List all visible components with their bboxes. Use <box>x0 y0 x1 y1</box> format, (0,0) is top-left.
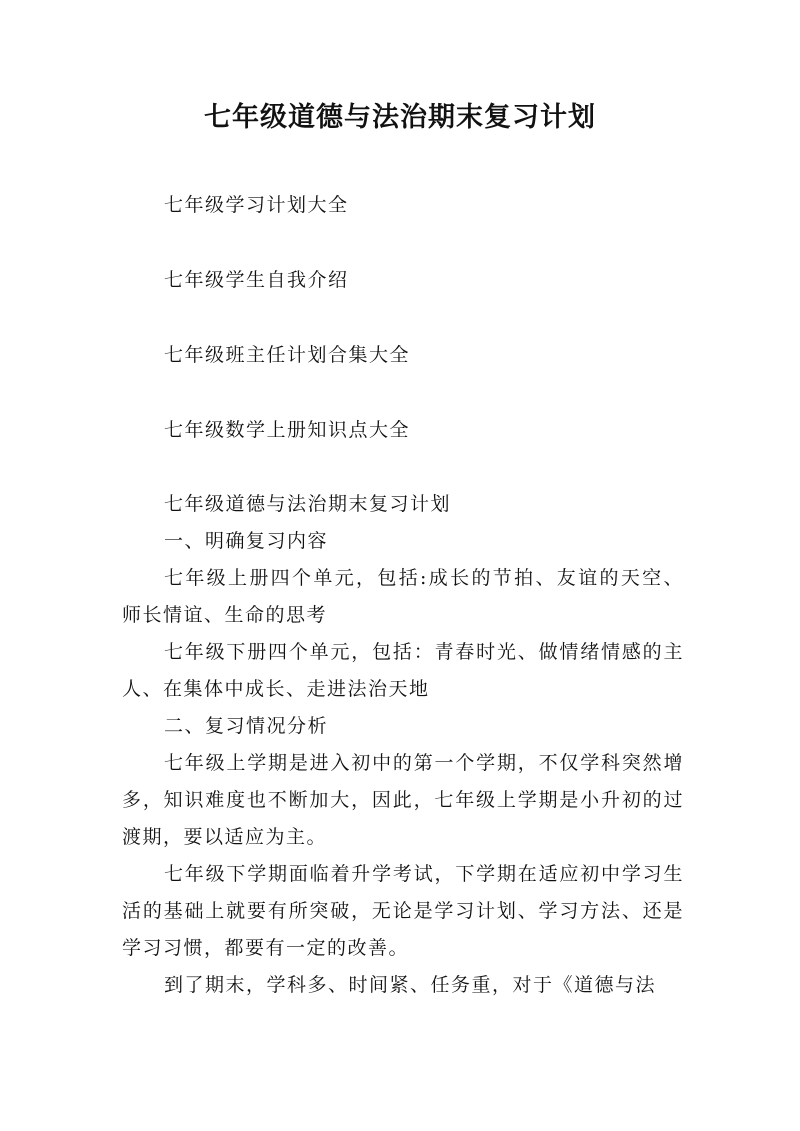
body-paragraph: 到了期末，学科多、时间紧、任务重，对于《道德与法 <box>164 974 657 996</box>
document-body <box>122 486 684 1004</box>
related-link-math-knowledge[interactable]: 七年级数学上册知识点大全 <box>164 419 411 441</box>
document-title: 七年级道德与法治期末复习计划 <box>204 102 596 133</box>
body-paragraph: 七年级下册四个单元，包括：青春时光、做情绪情感的主人、在集体中成长、走进法治天地 <box>122 641 684 700</box>
related-link-head-teacher-plan[interactable]: 七年级班主任计划合集大全 <box>164 344 411 366</box>
related-link-self-intro[interactable]: 七年级学生自我介绍 <box>164 269 349 291</box>
body-paragraph: 七年级上学期是进入初中的第一个学期，不仅学科突然增多，知识难度也不断加大，因此，七年级上学期是小升初的过渡期，要以适应为主。 <box>122 752 684 848</box>
section-heading-analysis: 二、复习情况分析 <box>164 715 329 737</box>
section-heading-content: 一、明确复习内容 <box>164 530 329 552</box>
body-paragraph: 七年级下学期面临着升学考试，下学期在适应初中学习生活的基础上就要有所突破，无论是学习计划、学习方法、还是学习习惯，都要有一定的改善。 <box>122 863 684 959</box>
related-link-study-plan[interactable]: 七年级学习计划大全 <box>164 194 349 216</box>
body-paragraph-heading: 七年级道德与法治期末复习计划 <box>164 493 452 515</box>
body-paragraph: 七年级上册四个单元，包括:成长的节拍、友谊的天空、师长情谊、生命的思考 <box>122 567 684 626</box>
